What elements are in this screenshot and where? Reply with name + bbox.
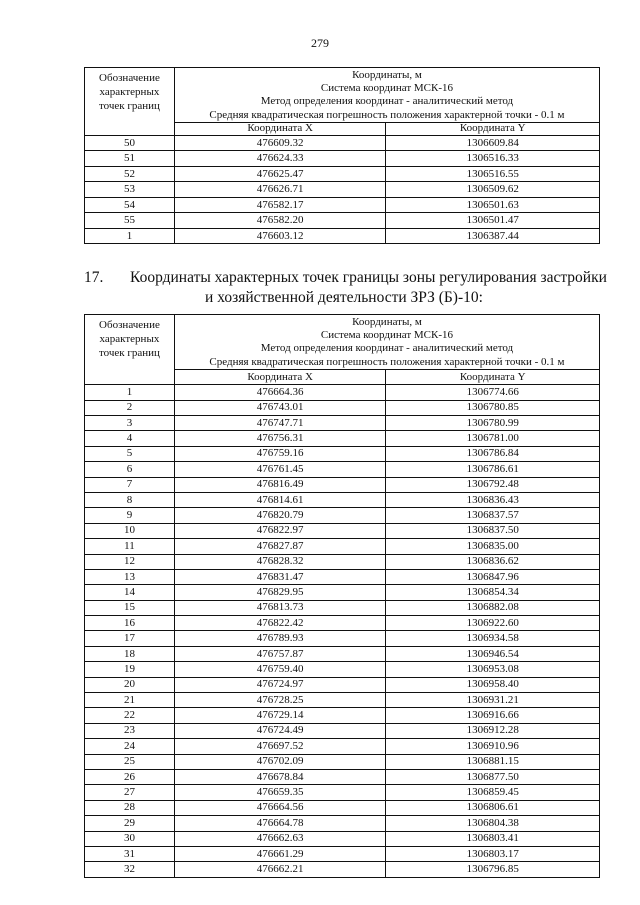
point-number-cell: 14 — [85, 585, 175, 600]
coordinate-x-cell: 476756.31 — [174, 431, 386, 446]
coordinate-y-cell: 1306916.66 — [386, 708, 600, 723]
table-row — [85, 631, 600, 646]
coordinate-y-cell: 1306786.84 — [386, 446, 600, 461]
coordinate-y-cell: 1306836.43 — [386, 492, 600, 507]
coordinate-y-cell: 1306837.57 — [386, 508, 600, 523]
coordinate-y-header: Координата Y — [386, 122, 600, 135]
coordinate-system: Система координат МСК-16 — [320, 329, 453, 342]
coordinate-x-cell: 476625.47 — [174, 166, 386, 182]
point-number-cell: 51 — [85, 151, 175, 167]
coordinate-y-cell: 1306934.58 — [386, 631, 600, 646]
coordinate-y-cell: 1306922.60 — [386, 616, 600, 631]
point-number-cell: 53 — [85, 182, 175, 198]
point-number-cell: 52 — [85, 166, 175, 182]
coordinate-system: Система координат МСК-16 — [320, 82, 453, 95]
coordinate-y-cell: 1306806.61 — [386, 800, 600, 815]
section-title-line2: и хозяйственной деятельности ЗРЗ (Б)-10: — [205, 289, 483, 306]
table-row — [85, 585, 600, 600]
coordinate-x-cell: 476831.47 — [174, 569, 386, 584]
table-row — [85, 462, 600, 477]
point-number-cell: 4 — [85, 431, 175, 446]
table-row — [85, 431, 600, 446]
point-number-cell: 54 — [85, 197, 175, 213]
coordinate-x-cell: 476747.71 — [174, 415, 386, 430]
coordinate-x-cell: 476759.16 — [174, 446, 386, 461]
point-number-cell: 1 — [85, 385, 175, 400]
coordinate-x-cell: 476724.49 — [174, 723, 386, 738]
coordinate-y-cell: 1306835.00 — [386, 539, 600, 554]
table-row — [85, 693, 600, 708]
coordinate-y-cell: 1306780.99 — [386, 415, 600, 430]
table-row — [85, 816, 600, 831]
coordinate-y-cell: 1306792.48 — [386, 477, 600, 492]
coordinate-y-cell: 1306958.40 — [386, 677, 600, 692]
point-number-cell: 27 — [85, 785, 175, 800]
point-number-cell: 18 — [85, 646, 175, 661]
coordinate-y-cell: 1306804.38 — [386, 816, 600, 831]
coordinate-x-cell: 476664.56 — [174, 800, 386, 815]
point-number-cell: 16 — [85, 616, 175, 631]
coordinate-x-cell: 476609.32 — [174, 135, 386, 151]
coordinate-x-cell: 476827.87 — [174, 539, 386, 554]
coordinate-y-cell: 1306501.63 — [386, 197, 600, 213]
coordinate-x-cell: 476759.40 — [174, 662, 386, 677]
table-row — [85, 862, 600, 877]
table-row — [85, 400, 600, 415]
coordinates-title: Координаты, м — [352, 316, 422, 328]
coordinate-x-cell: 476829.95 — [174, 585, 386, 600]
coordinate-x-cell: 476664.78 — [174, 816, 386, 831]
point-number-cell: 15 — [85, 600, 175, 615]
coordinate-y-cell: 1306501.47 — [386, 213, 600, 229]
coordinate-y-cell: 1306847.96 — [386, 569, 600, 584]
coordinate-y-cell: 1306946.54 — [386, 646, 600, 661]
coordinate-y-cell: 1306953.08 — [386, 662, 600, 677]
table-row — [85, 600, 600, 615]
point-number-cell: 26 — [85, 769, 175, 784]
coordinate-y-cell: 1306910.96 — [386, 739, 600, 754]
point-number-cell: 2 — [85, 400, 175, 415]
coordinate-x-cell: 476626.71 — [174, 182, 386, 198]
point-number-cell: 13 — [85, 569, 175, 584]
coordinate-x-cell: 476820.79 — [174, 508, 386, 523]
table-2-body — [85, 315, 600, 878]
coordinate-y-cell: 1306609.84 — [386, 135, 600, 151]
table-row — [85, 492, 600, 507]
coordinates-table-1 — [84, 67, 600, 244]
point-number-cell: 10 — [85, 523, 175, 538]
coordinate-x-cell: 476659.35 — [174, 785, 386, 800]
point-number-cell: 19 — [85, 662, 175, 677]
coordinate-y-cell: 1306882.08 — [386, 600, 600, 615]
coordinate-y-cell: 1306780.85 — [386, 400, 600, 415]
point-number-cell: 30 — [85, 831, 175, 846]
coordinate-y-cell: 1306509.62 — [386, 182, 600, 198]
table-row — [85, 769, 600, 784]
coordinate-y-cell: 1306859.45 — [386, 785, 600, 800]
section-title-line1: Координаты характерных точек границы зоны регулирования застройки — [130, 269, 607, 286]
coordinate-x-cell: 476702.09 — [174, 754, 386, 769]
table-row — [85, 415, 600, 430]
point-number-cell: 25 — [85, 754, 175, 769]
coordinate-y-cell: 1306786.61 — [386, 462, 600, 477]
point-number-cell: 23 — [85, 723, 175, 738]
section-number: 17. — [84, 269, 104, 286]
point-label-line: характерных — [99, 86, 160, 98]
table-header-row — [85, 315, 600, 370]
point-number-cell: 12 — [85, 554, 175, 569]
coordinate-y-cell: 1306516.55 — [386, 166, 600, 182]
table-row — [85, 831, 600, 846]
table-header-row — [85, 68, 600, 123]
table-row — [85, 739, 600, 754]
coordinates-table-2 — [84, 314, 600, 878]
accuracy-line: Средняя квадратическая погрешность положения характерной точки - 0.1 м — [209, 355, 565, 368]
coordinate-x-cell: 476822.42 — [174, 616, 386, 631]
table-row — [85, 213, 600, 229]
coordinate-x-cell: 476816.49 — [174, 477, 386, 492]
table-1-body — [85, 68, 600, 244]
table-row — [85, 723, 600, 738]
point-number-cell: 11 — [85, 539, 175, 554]
table-row — [85, 800, 600, 815]
coordinate-x-cell: 476828.32 — [174, 554, 386, 569]
method-line: Метод определения координат - аналитический метод — [260, 95, 514, 108]
point-number-cell: 29 — [85, 816, 175, 831]
point-number-cell: 3 — [85, 415, 175, 430]
point-number-cell: 17 — [85, 631, 175, 646]
coordinate-x-cell: 476728.25 — [174, 693, 386, 708]
coordinate-x-cell: 476789.93 — [174, 631, 386, 646]
coordinates-title: Координаты, м — [352, 69, 422, 81]
coordinate-x-cell: 476624.33 — [174, 151, 386, 167]
coordinate-y-cell: 1306387.44 — [386, 228, 600, 244]
point-number-cell: 22 — [85, 708, 175, 723]
coordinate-x-cell: 476757.87 — [174, 646, 386, 661]
coordinate-y-cell: 1306931.21 — [386, 693, 600, 708]
table-row — [85, 135, 600, 151]
coordinate-y-cell: 1306781.00 — [386, 431, 600, 446]
coordinate-x-cell: 476603.12 — [174, 228, 386, 244]
coordinate-x-cell: 476661.29 — [174, 846, 386, 861]
table-row — [85, 569, 600, 584]
accuracy-line: Средняя квадратическая погрешность положения характерной точки - 0.1 м — [209, 108, 565, 121]
coordinate-y-cell: 1306836.62 — [386, 554, 600, 569]
coordinate-y-cell: 1306837.50 — [386, 523, 600, 538]
point-label-line: точек границ — [98, 347, 160, 359]
coordinate-x-cell: 476761.45 — [174, 462, 386, 477]
point-label-header — [85, 68, 175, 136]
table-row — [85, 523, 600, 538]
coordinate-x-cell: 476822.97 — [174, 523, 386, 538]
table-row — [85, 554, 600, 569]
coordinate-y-cell: 1306881.15 — [386, 754, 600, 769]
table-row — [85, 662, 600, 677]
table-row — [85, 785, 600, 800]
table-row — [85, 228, 600, 244]
coordinate-x-cell: 476743.01 — [174, 400, 386, 415]
point-label-line: Обозначение — [99, 72, 160, 84]
coordinate-y-header: Координата Y — [386, 369, 600, 384]
coordinate-x-cell: 476662.21 — [174, 862, 386, 877]
point-number-cell: 50 — [85, 135, 175, 151]
point-number-cell: 5 — [85, 446, 175, 461]
table-row — [85, 446, 600, 461]
point-number-cell: 9 — [85, 508, 175, 523]
point-number-cell: 32 — [85, 862, 175, 877]
coordinates-header — [174, 315, 599, 370]
coordinate-y-cell: 1306774.66 — [386, 385, 600, 400]
coordinate-y-cell: 1306854.34 — [386, 585, 600, 600]
coordinate-x-cell: 476724.97 — [174, 677, 386, 692]
point-number-cell: 55 — [85, 213, 175, 229]
table-row — [85, 708, 600, 723]
point-number-cell: 1 — [85, 228, 175, 244]
table-row — [85, 508, 600, 523]
point-label-line: характерных — [99, 333, 160, 345]
table-row — [85, 166, 600, 182]
page-number: 279 — [311, 36, 329, 50]
coordinate-y-cell: 1306516.33 — [386, 151, 600, 167]
coordinate-x-cell: 476582.17 — [174, 197, 386, 213]
point-number-cell: 28 — [85, 800, 175, 815]
point-number-cell: 7 — [85, 477, 175, 492]
point-label-line: Обозначение — [99, 319, 160, 331]
coordinate-x-header: Координата X — [174, 369, 386, 384]
table-row — [85, 539, 600, 554]
point-number-cell: 20 — [85, 677, 175, 692]
point-number-cell: 21 — [85, 693, 175, 708]
coordinate-x-cell: 476814.61 — [174, 492, 386, 507]
point-label-line: точек границ — [98, 100, 160, 112]
point-number-cell: 6 — [85, 462, 175, 477]
table-row — [85, 616, 600, 631]
point-number-cell: 8 — [85, 492, 175, 507]
coordinate-x-cell: 476678.84 — [174, 769, 386, 784]
coordinate-y-cell: 1306803.41 — [386, 831, 600, 846]
coordinate-x-cell: 476813.73 — [174, 600, 386, 615]
coordinate-x-cell: 476664.36 — [174, 385, 386, 400]
coordinate-x-cell: 476582.20 — [174, 213, 386, 229]
point-number-cell: 31 — [85, 846, 175, 861]
table-row — [85, 754, 600, 769]
table-row — [85, 385, 600, 400]
table-row — [85, 197, 600, 213]
table-row — [85, 477, 600, 492]
coordinate-y-cell: 1306877.50 — [386, 769, 600, 784]
table-row — [85, 151, 600, 167]
point-label-header — [85, 315, 175, 385]
coordinate-y-cell: 1306796.85 — [386, 862, 600, 877]
coordinates-header — [174, 68, 599, 123]
coordinate-x-cell: 476729.14 — [174, 708, 386, 723]
method-line: Метод определения координат - аналитический метод — [260, 342, 514, 355]
coordinate-x-cell: 476662.63 — [174, 831, 386, 846]
table-row — [85, 182, 600, 198]
coordinate-y-cell: 1306803.17 — [386, 846, 600, 861]
point-number-cell: 24 — [85, 739, 175, 754]
table-row — [85, 846, 600, 861]
table-row — [85, 677, 600, 692]
table-row — [85, 646, 600, 661]
coordinate-y-cell: 1306912.28 — [386, 723, 600, 738]
coordinate-x-cell: 476697.52 — [174, 739, 386, 754]
coordinate-x-header: Координата X — [174, 122, 386, 135]
